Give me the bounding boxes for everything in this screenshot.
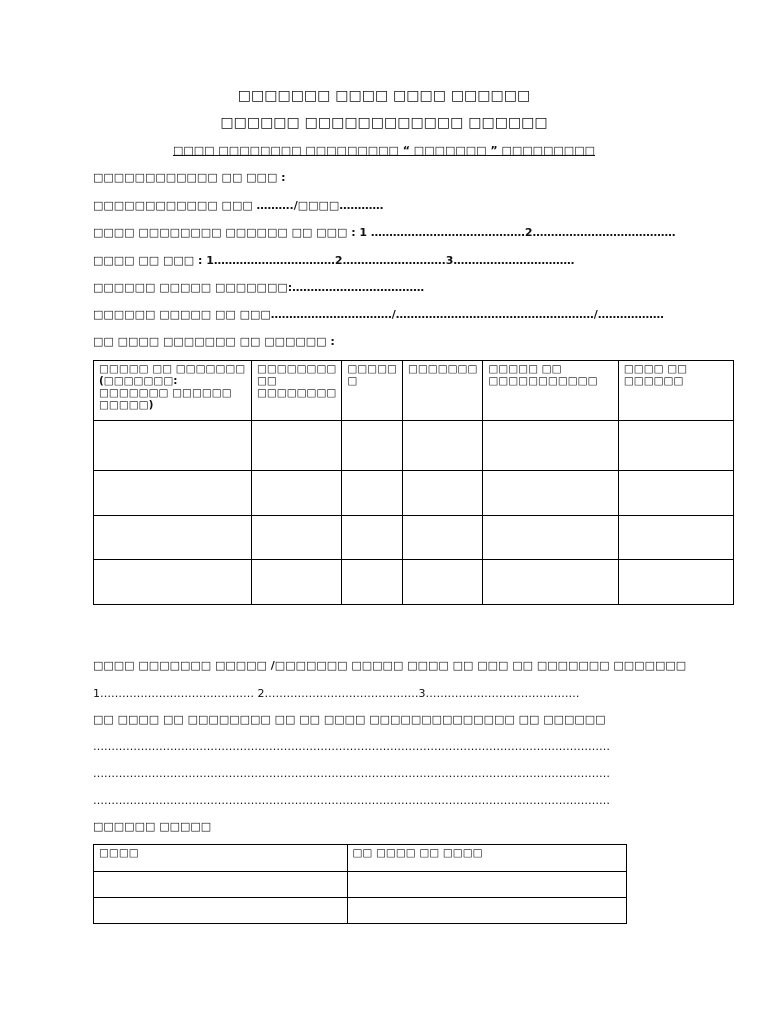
main-table <box>93 360 734 605</box>
document-title-line1: □□□□□□□ □□□□ □□□□ □□□□□□ <box>237 88 531 104</box>
main-table-header-row <box>94 361 734 421</box>
small-table-header-2: □□ □□□□ □□ □□□□ <box>347 845 626 872</box>
table-cell[interactable] <box>483 560 618 605</box>
table-cell[interactable] <box>402 560 482 605</box>
field-line-3: □□□□ □□□□□□□□ □□□□□□ □□ □□□ : 1 ……………………………………2………………………………… <box>93 226 676 239</box>
field-line-2: □□□□□□□□□□□□ □□□ ………./□□□□………… <box>93 199 384 212</box>
lower-line-5: …………………………………………………………………………………………………………………………… <box>93 767 610 780</box>
table-cell[interactable] <box>94 516 252 560</box>
table-cell[interactable] <box>342 516 403 560</box>
table-cell[interactable] <box>94 471 252 516</box>
table-cell[interactable] <box>94 872 348 898</box>
main-table-row <box>94 421 734 471</box>
main-table-row <box>94 471 734 516</box>
lower-line-6: …………………………………………………………………………………………………………………………… <box>93 794 610 807</box>
small-table-row <box>94 898 627 924</box>
field-line-4: □□□□ □□ □□□ : 1……………………………2……………………….3…………………………… <box>93 254 575 267</box>
table-cell[interactable] <box>618 560 733 605</box>
table-cell[interactable] <box>94 898 348 924</box>
small-table-header-row <box>94 845 627 872</box>
table-cell[interactable] <box>94 421 252 471</box>
main-table-row <box>94 560 734 605</box>
table-cell[interactable] <box>483 471 618 516</box>
table-cell[interactable] <box>342 471 403 516</box>
table-cell[interactable] <box>618 516 733 560</box>
table-cell[interactable] <box>94 560 252 605</box>
table-cell[interactable] <box>251 421 341 471</box>
main-table-header-3: □□□□□ □ <box>342 361 403 421</box>
small-table <box>93 844 627 924</box>
field-line-1: □□□□□□□□□□□□ □□ □□□ : <box>93 171 286 184</box>
lower-line-3: □□ □□□□ □□ □□□□□□□□ □□ □□ □□□□ □□□□□□□□□□□□□□ □□ □□□□□□ <box>93 713 606 726</box>
lower-line-1: □□□□ □□□□□□□ □□□□□ /□□□□□□□ □□□□□ □□□□ □□ □□□ □□ □□□□□□□ □□□□□□□ <box>93 659 687 672</box>
small-table-header-1: □□□□ <box>94 845 348 872</box>
field-line-5: □□□□□□ □□□□□ □□□□□□□:……………………………… <box>93 281 425 294</box>
main-table-header-1: □□□□□ □□ □□□□□□□ (□□□□□□□: □□□□□□□ □□□□□□ □□□□□) <box>94 361 252 421</box>
table-cell[interactable] <box>402 516 482 560</box>
table-cell[interactable] <box>347 898 626 924</box>
document-title-line2: □□□□□□ □□□□□□□□□□□□ □□□□□□ <box>220 115 548 131</box>
table-cell[interactable] <box>618 471 733 516</box>
lower-line-7: □□□□□□ □□□□□ <box>93 820 212 833</box>
lower-line-4: …………………………………………………………………………………………………………………………… <box>93 740 610 753</box>
table-cell[interactable] <box>618 421 733 471</box>
field-line-7: □□ □□□□ □□□□□□□ □□ □□□□□□ : <box>93 335 335 348</box>
table-cell[interactable] <box>483 516 618 560</box>
table-cell[interactable] <box>251 471 341 516</box>
table-cell[interactable] <box>251 560 341 605</box>
table-cell[interactable] <box>402 471 482 516</box>
table-cell[interactable] <box>483 421 618 471</box>
table-cell[interactable] <box>347 872 626 898</box>
table-cell[interactable] <box>342 421 403 471</box>
main-table-header-4: □□□□□□□ <box>402 361 482 421</box>
field-line-6: □□□□□□ □□□□□ □□ □□□……………………………/………………………………………………/……………… <box>93 308 664 321</box>
main-table-row <box>94 516 734 560</box>
lower-line-2: 1…………………………………… 2……………………………………3…………………………………… <box>93 687 580 700</box>
table-cell[interactable] <box>342 560 403 605</box>
table-cell[interactable] <box>402 421 482 471</box>
small-table-row <box>94 872 627 898</box>
main-table-header-5: □□□□□ □□ □□□□□□□□□□□ <box>483 361 618 421</box>
document-subtitle: □□□□ □□□□□□□□ □□□□□□□□□ “ □□□□□□□ ” □□□□□□□□□ <box>173 144 595 157</box>
main-table-header-6: □□□□ □□ □□□□□□ <box>618 361 733 421</box>
main-table-header-2: □□□□□□□□ □□ □□□□□□□□ <box>251 361 341 421</box>
table-cell[interactable] <box>251 516 341 560</box>
